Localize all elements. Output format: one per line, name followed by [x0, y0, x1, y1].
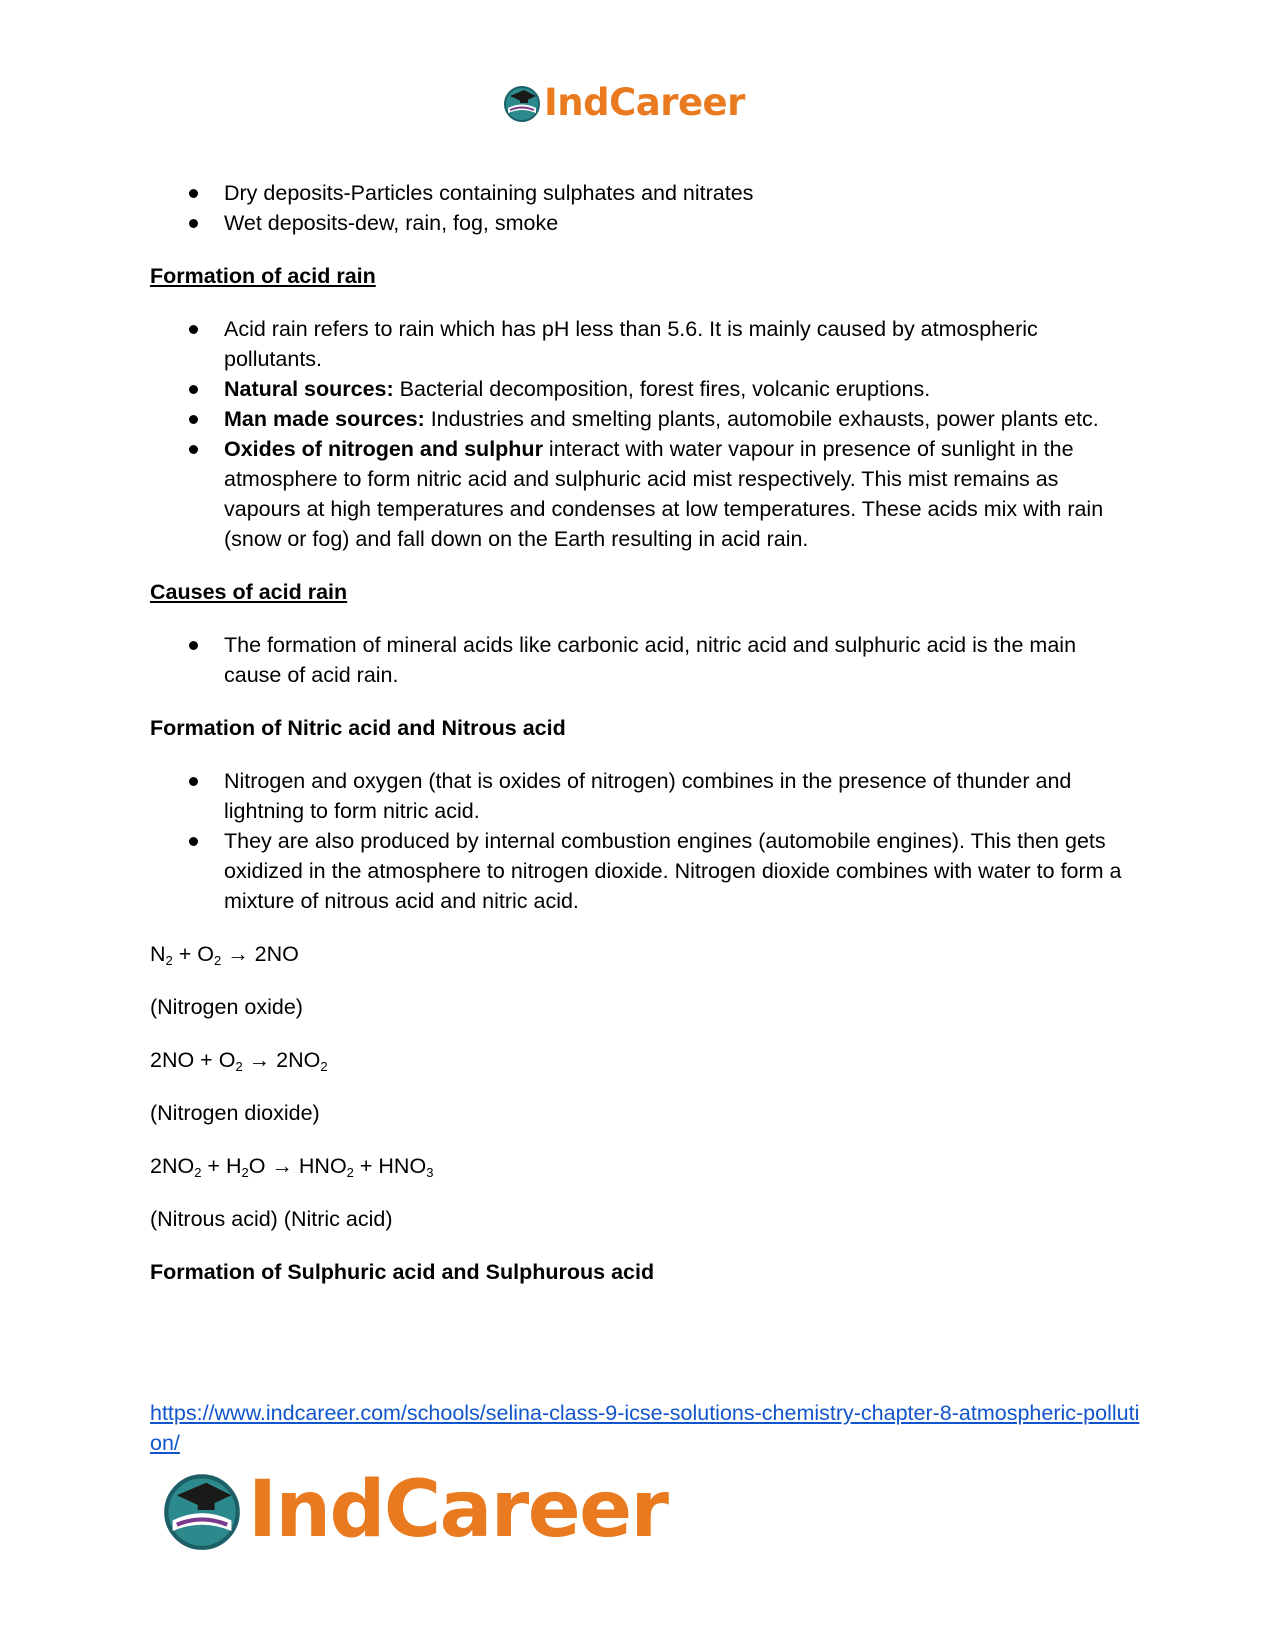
- causes-list: [150, 630, 1135, 690]
- eq-part: → 2NO: [221, 942, 299, 966]
- list-item: [150, 374, 1135, 404]
- list-item: Wet deposits-dew, rain, fog, smoke: [150, 208, 1135, 238]
- eq-part: N: [150, 942, 166, 966]
- equation-2-label: (Nitrogen dioxide): [150, 1101, 320, 1125]
- equation-2: [150, 1045, 1135, 1075]
- document-body: [150, 178, 1135, 1287]
- list-item: Dry deposits-Particles containing sulphates and nitrates: [150, 178, 1135, 208]
- eq-part: + O: [172, 942, 214, 966]
- section-title-formation: Formation of acid rain: [150, 264, 376, 288]
- eq-part: → 2NO: [242, 1048, 321, 1072]
- eq-part: 2NO: [150, 1154, 195, 1178]
- item-text: Industries and smelting plants, automobile exhausts, power plants etc.: [424, 407, 1099, 431]
- equation-3-label: (Nitrous acid) (Nitric acid): [150, 1207, 393, 1231]
- eq-part: + H: [201, 1154, 242, 1178]
- section-title-sulphuric: Formation of Sulphuric acid and Sulphurous acid: [150, 1260, 655, 1284]
- eq-sub: 2: [241, 1165, 249, 1180]
- nitric-list: [150, 766, 1135, 916]
- eq-part: O → HNO: [248, 1154, 347, 1178]
- logo-text: IndCareer: [544, 81, 745, 124]
- equation-1-label: (Nitrogen oxide): [150, 995, 303, 1019]
- list-item: The formation of mineral acids like carbonic acid, nitric acid and sulphuric acid is the main cause of acid rain.: [150, 630, 1135, 690]
- footer-logo: [160, 1465, 668, 1555]
- graduation-cap-globe-icon: [160, 1468, 244, 1552]
- intro-list: [150, 178, 1135, 238]
- eq-sub: 2: [320, 1059, 328, 1074]
- eq-sub: 2: [194, 1165, 202, 1180]
- eq-sub: 2: [165, 953, 173, 968]
- list-item: They are also produced by internal combustion engines (automobile engines). This then gets oxidized in the atmosphere to nitrogen dioxide. Nitrogen dioxide combines with water to form a mixture of nitrous acid and nitric acid.: [150, 826, 1135, 916]
- eq-sub: 2: [214, 953, 222, 968]
- formation-list: [150, 314, 1135, 554]
- list-item: [150, 404, 1135, 434]
- bold-lead: Man made sources:: [224, 407, 425, 431]
- source-link[interactable]: https://www.indcareer.com/schools/selina-class-9-icse-solutions-chemistry-chapter-8-atmospheric-pollution/: [150, 1401, 1140, 1455]
- item-text: interact with water vapour in presence of sunlight in the atmosphere to form nitric acid and sulphuric acid mist respectively. This mist remains as vapours at high temperatures and condenses at low temperatures. These acids mix with rain (snow or fog) and fall down on the Earth resulting in acid rain.: [224, 437, 1104, 551]
- eq-sub: 2: [235, 1059, 243, 1074]
- list-item: Nitrogen and oxygen (that is oxides of nitrogen) combines in the presence of thunder and lightning to form nitric acid.: [150, 766, 1135, 826]
- eq-part: 2NO + O: [150, 1048, 236, 1072]
- bold-lead: Natural sources:: [224, 377, 394, 401]
- eq-sub: 2: [346, 1165, 354, 1180]
- header-logo: [502, 80, 745, 126]
- logo-text: IndCareer: [248, 1465, 668, 1555]
- equation-3: [150, 1151, 1135, 1181]
- eq-sub: 3: [426, 1165, 434, 1180]
- equation-1: [150, 939, 1135, 969]
- section-title-nitric: Formation of Nitric acid and Nitrous acid: [150, 716, 566, 740]
- list-item: [150, 434, 1135, 554]
- list-item: [150, 314, 1135, 374]
- item-text: Acid rain refers to rain which has pH less than 5.6. It is mainly caused by atmospheric pollutants.: [224, 317, 1038, 371]
- graduation-cap-globe-icon: [502, 83, 542, 123]
- bold-lead: Oxides of nitrogen and sulphur: [224, 437, 543, 461]
- item-text: Bacterial decomposition, forest fires, volcanic eruptions.: [393, 377, 931, 401]
- section-title-causes: Causes of acid rain: [150, 580, 348, 604]
- eq-part: + HNO: [353, 1154, 427, 1178]
